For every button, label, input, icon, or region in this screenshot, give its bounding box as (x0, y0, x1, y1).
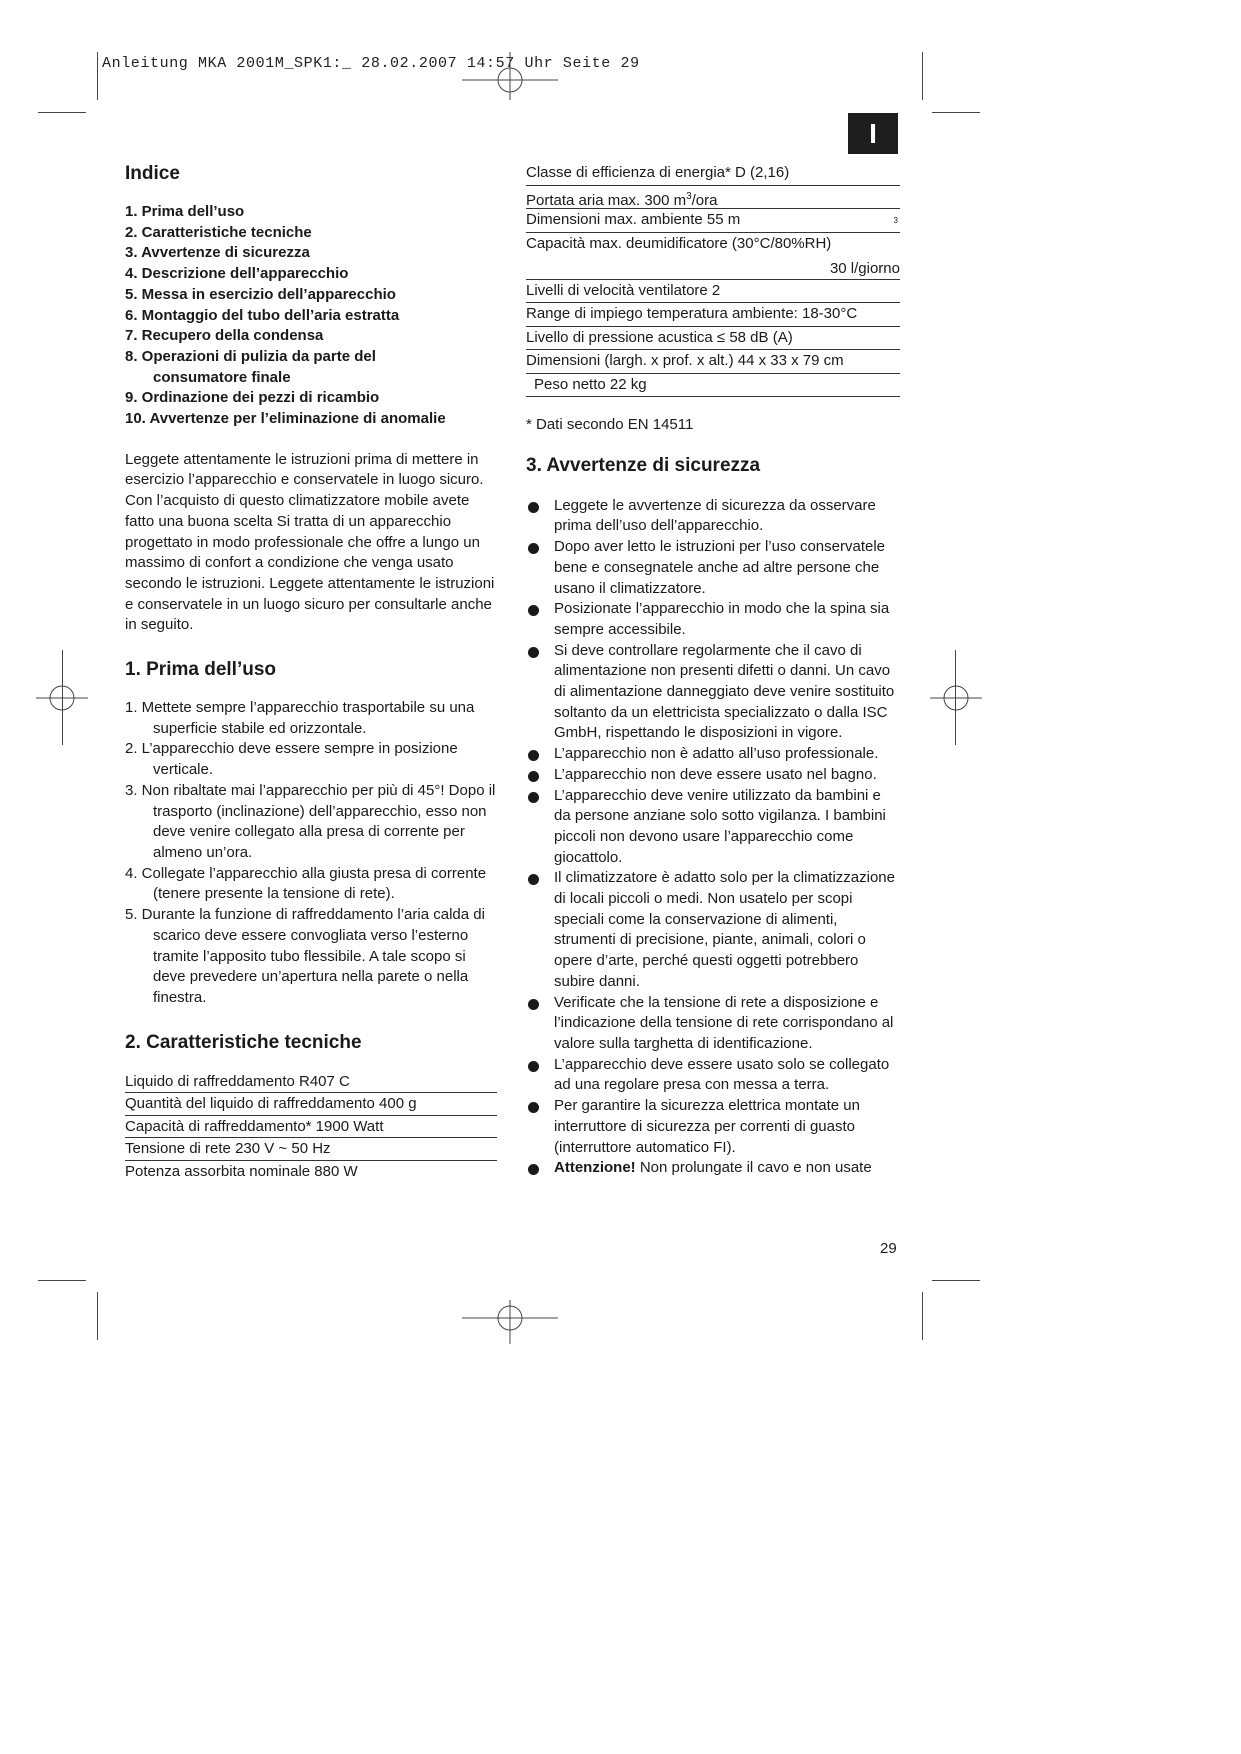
numbered-list (125, 698, 497, 1009)
registration-mark-icon (462, 1296, 558, 1344)
list-item (526, 1096, 900, 1158)
intro-paragraph: Con l’acquisto di questo climatizzatore mobile avete fatto una buona scelta Si tratta di un apparecchio progettato in modo professionale che offre a lungo un massimo di confort a condizione che venga usato secondo le istruzioni. Leggete attentamente le istruzioni e conservatele in un luogo sicuro per consultarle anche in seguito. (125, 492, 495, 634)
toc-item: 7. Recupero della condensa (125, 327, 324, 345)
list-item: 5. Durante la funzione di raffreddamento l’aria calda di scarico deve essere convogliata verso l’esterno tramite l’apposito tubo flessibile. A tale scopo si deve prevedere un’apertura nella parete o nella finestra. (125, 906, 485, 1006)
list-item-text: Leggete le avvertenze di sicurezza da osservare prima dell’uso dell’apparecchio. (554, 496, 876, 535)
list-item (526, 1055, 900, 1096)
toc-item: 6. Montaggio del tubo dell’aria estratta (125, 306, 400, 324)
toc-item: 1. Prima dell’uso (125, 203, 245, 220)
left-column (125, 162, 497, 1183)
toc-item (125, 347, 497, 388)
list-item (526, 786, 900, 869)
crop-mark (97, 1292, 98, 1340)
spec-row: Range di impiego temperatura ambiente: 18-30°C (526, 303, 900, 327)
toc-item: 9. Ordinazione dei pezzi di ricambio (125, 389, 380, 407)
bullet-icon (528, 647, 539, 658)
spec-row (526, 186, 900, 210)
spec-row: Capacità di raffreddamento* 1900 Watt (125, 1116, 497, 1139)
crop-mark (932, 1280, 980, 1281)
list-item-text: Si deve controllare regolarmente che il cavo di alimentazione non presenti difetti o danni. Un cavo di alimentazione danneggiato deve venire sostituito soltanto da un elettricista specializzato o dalla ISC GmbH, rispettando le disposizioni in vigore. (554, 641, 895, 742)
list-item: 1. Mettete sempre l’apparecchio trasportabile su una superficie stabile ed orizzontale. (125, 699, 475, 737)
spec-row: Liquido di raffreddamento R407 C (125, 1071, 497, 1094)
spec-text: Capacità max. deumidificatore (30°C/80%RH) (526, 234, 832, 252)
spec-table-continued (526, 162, 900, 397)
spec-text: Portata aria max. 300 m (526, 191, 687, 209)
spec-row: Peso netto 22 kg (526, 374, 900, 398)
crop-mark (932, 112, 980, 113)
crop-mark (922, 1292, 923, 1340)
list-item (526, 868, 900, 992)
crop-mark (97, 52, 98, 100)
print-header: Anleitung MKA 2001M_SPK1:_ 28.02.2007 14:57 Uhr Seite 29 (102, 55, 640, 72)
bullet-icon (528, 605, 539, 616)
bullet-icon (528, 543, 539, 554)
list-item (526, 1158, 900, 1179)
bullet-icon (528, 1102, 539, 1113)
list-item (526, 599, 900, 640)
spec-row: Potenza assorbita nominale 880 W (125, 1162, 358, 1180)
toc-item: 2. Caratteristiche tecniche (125, 223, 312, 241)
toc-item-line: 8. Operazioni di pulizia da parte del (125, 347, 376, 365)
section-title: 1. Prima dell’uso (125, 659, 276, 681)
list-item (526, 744, 900, 765)
registration-mark-icon (930, 678, 982, 718)
superscript: 3 (893, 216, 898, 225)
list-item (526, 537, 900, 599)
spec-row: Livello di pressione acustica ≤ 58 dB (A) (526, 327, 900, 351)
toc-item: 5. Messa in esercizio dell’apparecchio (125, 285, 396, 303)
bullet-icon (528, 502, 539, 513)
list-item-text: Dopo aver letto le istruzioni per l’uso conservatele bene e consegnatele anche ad altre persone che usano il climatizzatore. (554, 538, 886, 597)
intro-paragraph: Leggete attentamente le istruzioni prima di mettere in esercizio l’apparecchio e conservatele in luogo sicuro. (125, 450, 484, 489)
warning-label: Attenzione! (554, 1159, 636, 1177)
footnote: * Dati secondo EN 14511 (526, 416, 694, 433)
spec-text: /ora (691, 191, 718, 209)
list-item (526, 993, 900, 1055)
toc-item: 3. Avvertenze di sicurezza (125, 244, 310, 262)
bullet-icon (528, 771, 539, 782)
bullet-icon (528, 1061, 539, 1072)
list-item-text: Verificate che la tensione di rete a disposizione e l’indicazione della tensione di rete corrispondano al valore sulla targhetta di identificazione. (554, 993, 894, 1052)
list-item (526, 641, 900, 745)
toc-list (125, 202, 497, 430)
right-column (526, 162, 900, 1179)
list-item-text: Non prolungate il cavo e non usate (635, 1159, 872, 1177)
crop-mark (38, 1280, 86, 1281)
page-number: 29 (880, 1240, 897, 1257)
list-item: 3. Non ribaltate mai l’apparecchio per più di 45°! Dopo il trasporto (inclinazione) dell’apparecchio, esso non deve venire collegato alla presa di corrente per almeno un’ora. (125, 781, 496, 861)
toc-item: 10. Avvertenze per l’eliminazione di anomalie (125, 410, 446, 428)
toc-item: 4. Descrizione dell’apparecchio (125, 265, 349, 283)
language-tab: I (848, 113, 898, 154)
list-item-text: L’apparecchio deve essere usato solo se collegato ad una regolare presa con messa a terra. (554, 1055, 890, 1094)
crop-mark (38, 112, 86, 113)
section-title: 3. Avvertenze di sicurezza (526, 454, 761, 476)
registration-mark-icon (462, 52, 558, 108)
spec-row: Tensione di rete 230 V ~ 50 Hz (125, 1138, 497, 1161)
bullet-icon (528, 999, 539, 1010)
toc-title: Indice (125, 163, 180, 184)
spec-text: Dimensioni max. ambiente 55 m (526, 211, 741, 228)
list-item (526, 765, 900, 786)
spec-table (125, 1071, 497, 1184)
spec-row: Quantità del liquido di raffreddamento 400 g (125, 1093, 497, 1116)
bullet-icon (528, 750, 539, 761)
bullet-list (526, 496, 900, 1179)
spec-row: Classe di efficienza di energia* D (2,16) (526, 162, 900, 186)
bullet-icon (528, 792, 539, 803)
section-title: 2. Caratteristiche tecniche (125, 1031, 362, 1053)
list-item-text: L’apparecchio non è adatto all’uso professionale. (554, 745, 879, 763)
list-item-text: L’apparecchio non deve essere usato nel bagno. (554, 765, 877, 783)
toc-item-continuation: consumatore finale (153, 368, 291, 386)
list-item (526, 496, 900, 537)
list-item: 2. L’apparecchio deve essere sempre in posizione verticale. (125, 740, 458, 779)
superscript: 3 (686, 190, 692, 202)
list-item: 4. Collegate l’apparecchio alla giusta presa di corrente (tenere presente la tensione di rete). (125, 864, 487, 903)
spec-row (526, 233, 900, 280)
list-item-text: Per garantire la sicurezza elettrica montate un interruttore di sicurezza per correnti di guasto (interruttore automatico FI). (554, 1097, 860, 1156)
crop-mark (922, 52, 923, 100)
spec-row: Livelli di velocità ventilatore 2 (526, 280, 900, 304)
bullet-icon (528, 874, 539, 885)
registration-mark-icon (36, 678, 88, 718)
list-item-text: Il climatizzatore è adatto solo per la climatizzazione di locali piccoli o medi. Non usatelo per scopi speciali come la conservazione di alimenti, strumenti di precisione, piante, animali, colori o opere d’arte, perché questi oggetti potrebbero subire danni. (554, 869, 895, 990)
list-item-text: L’apparecchio deve venire utilizzato da bambini e da persone anziane solo sotto vigilanza. I bambini piccoli non devono usare l’apparecchio come giocattolo. (554, 786, 886, 866)
spec-value: 30 l/giorno (829, 259, 900, 277)
bullet-icon (528, 1164, 539, 1175)
spec-row: Dimensioni (largh. x prof. x alt.) 44 x 33 x 79 cm (526, 350, 900, 374)
list-item-text: Posizionate l’apparecchio in modo che la spina sia sempre accessibile. (554, 600, 890, 638)
spec-row (526, 209, 900, 233)
